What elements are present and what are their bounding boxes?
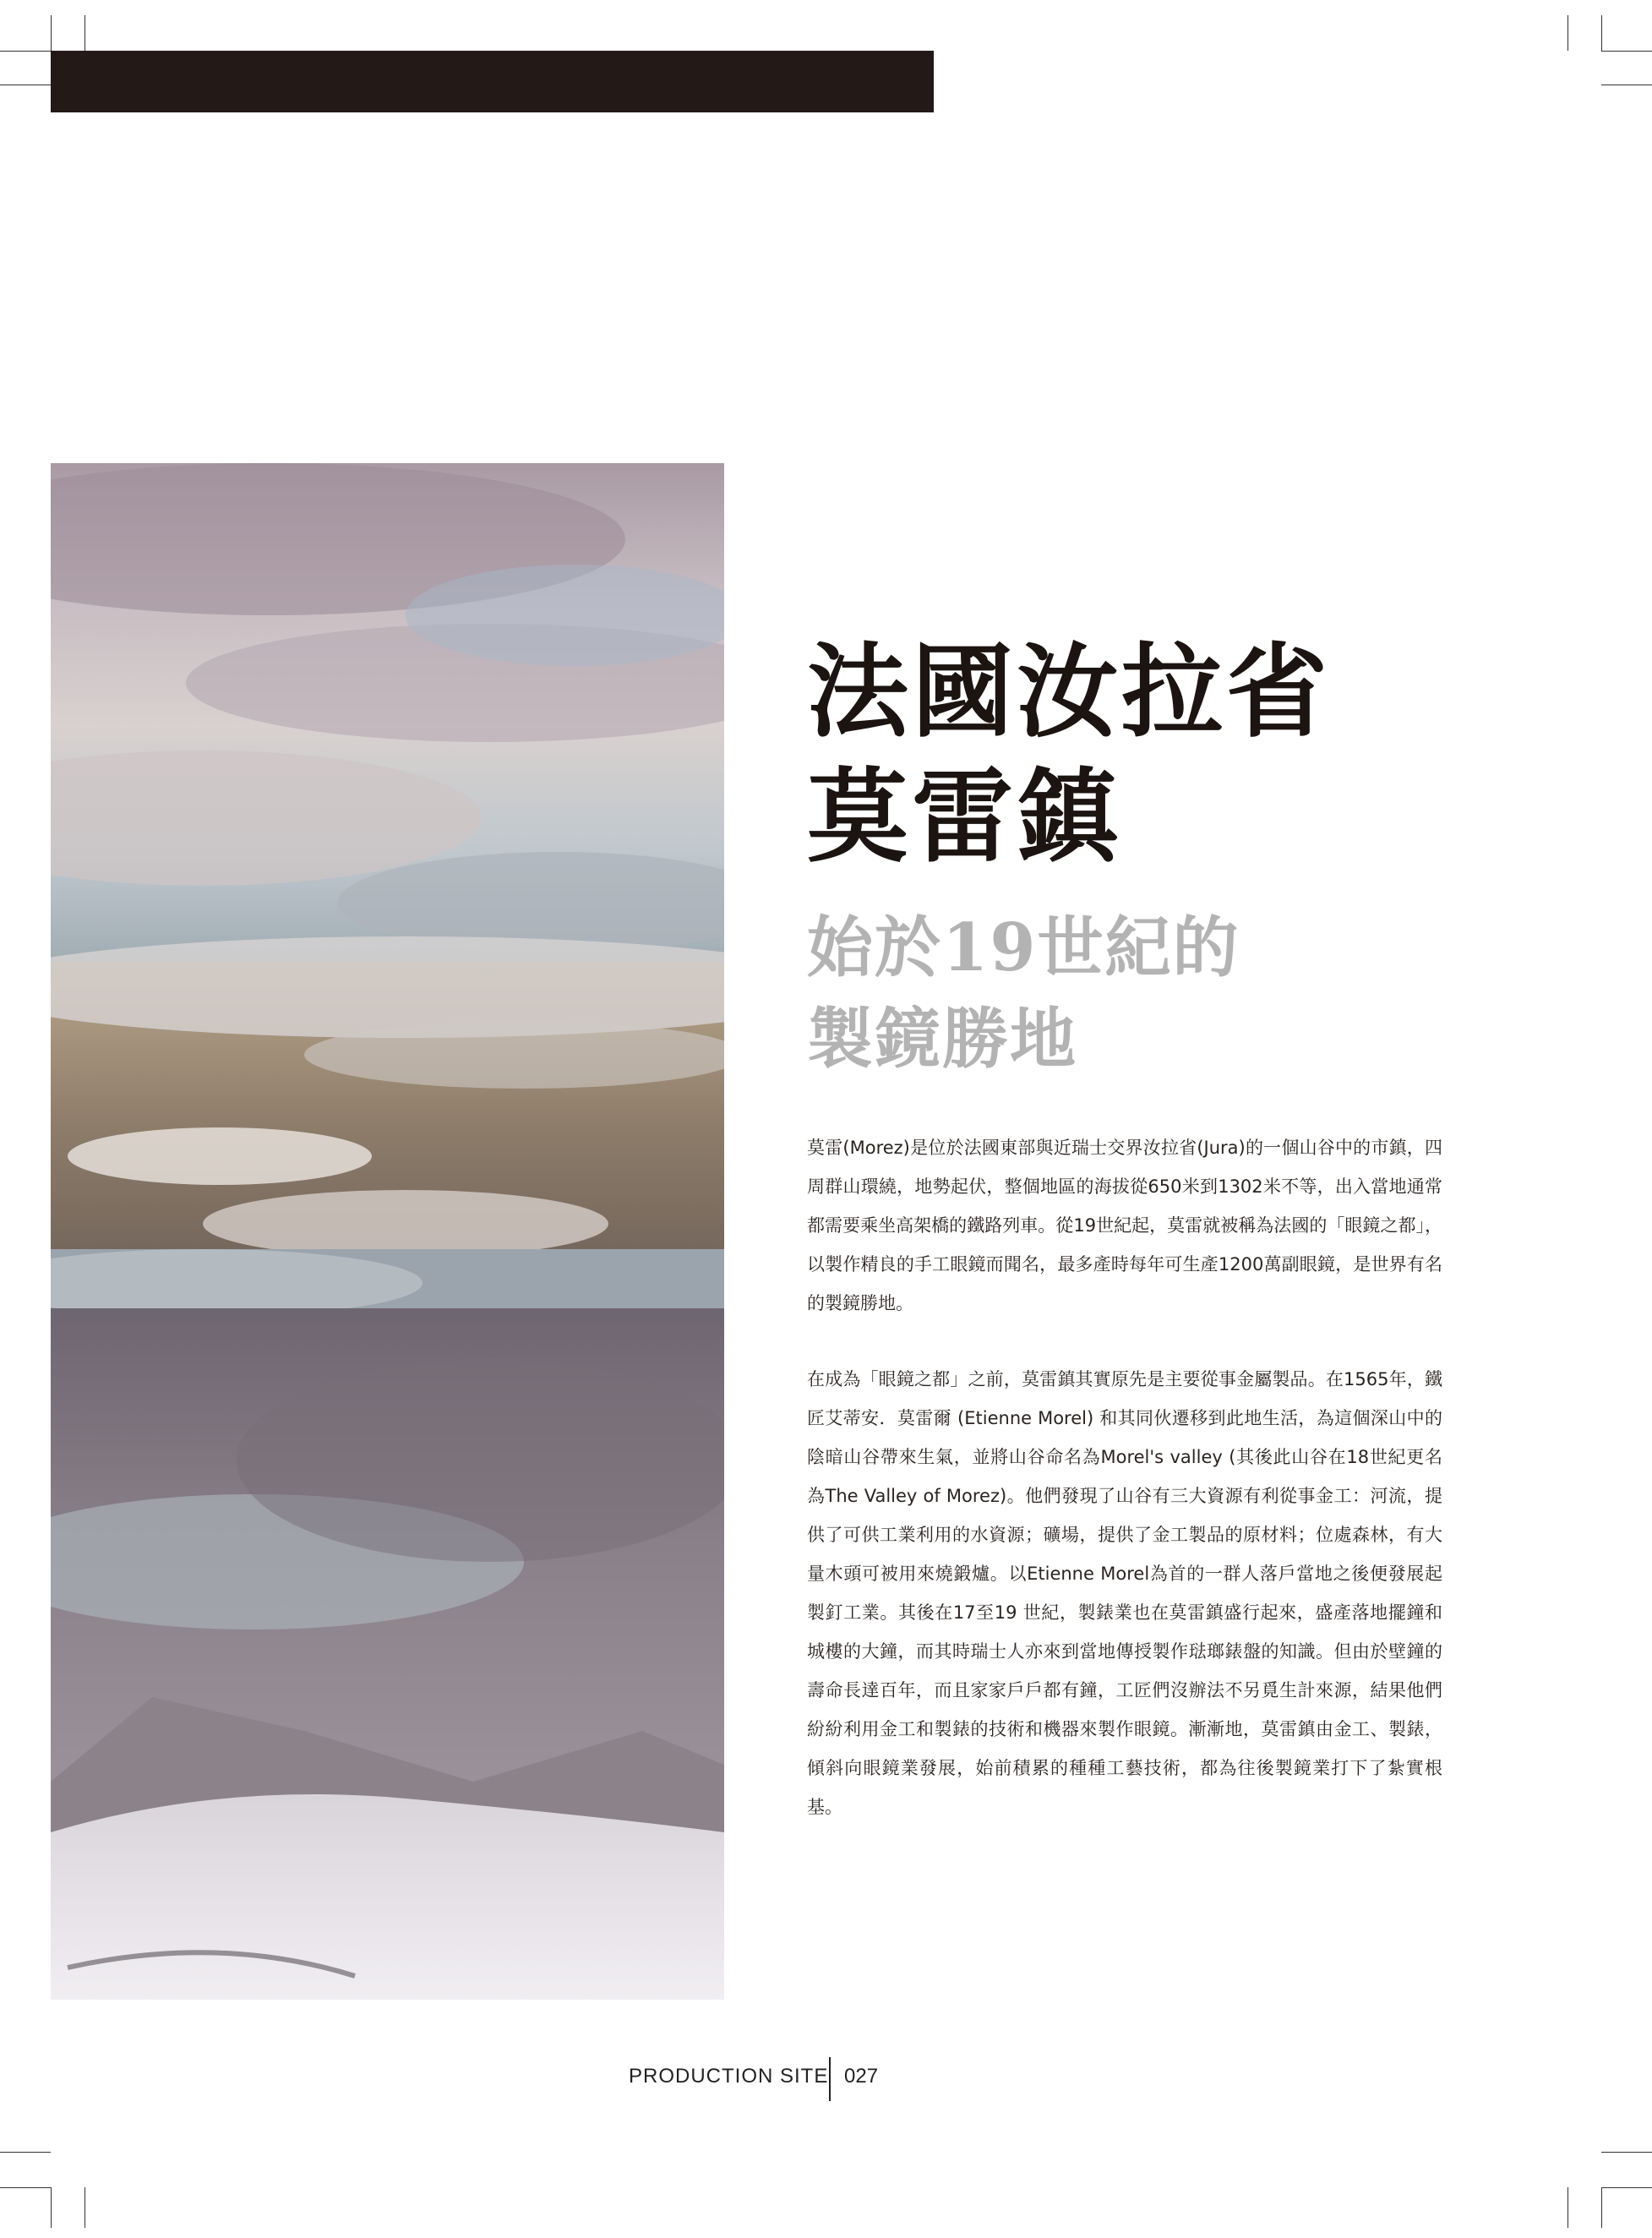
crop-mark	[1601, 2152, 1652, 2153]
crop-mark	[1567, 15, 1568, 51]
title-line: 莫雷鎮	[807, 757, 1121, 876]
crop-mark	[0, 51, 51, 52]
article-subtitle	[807, 903, 1534, 1085]
crop-mark	[1601, 51, 1652, 52]
crop-mark	[51, 2187, 52, 2228]
body-paragraph: 莫雷(Morez)是位於法國東部與近瑞士交界汝拉省(Jura)的一個山谷中的市鎮，四周群山環繞，地勢起伏，整個地區的海拔從650米到1302米不等，出入當地通常都需要乘坐高架橋的鐵路列車。從19世紀起，莫雷就被稱為法國的「眼鏡之都」，以製作精良的手工眼鏡而聞名，最多產時每年可生產1200萬副眼鏡，是世界有名的製鏡勝地。	[807, 1138, 1442, 1313]
page-number: 027	[844, 2065, 879, 2088]
footer-divider	[829, 2057, 831, 2101]
subtitle-line: 始於19世紀的	[807, 909, 1240, 986]
crop-mark	[0, 2187, 51, 2188]
crop-mark	[1601, 2187, 1602, 2228]
landscape-photo	[51, 463, 724, 2000]
body-paragraph: 在成為「眼鏡之都」之前，莫雷鎮其實原先是主要從事金屬製品。在1565年，鐵匠艾蒂安．莫雷爾 (Etienne Morel) 和其同伙遷移到此地生活，為這個深山中的陰暗山谷帶來生氣，並將山谷命名為Morel's valley (其後此山谷在18世紀更名為The Valley of Morez)。他們發現了山谷有三大資源有利從事金工：河流，提供了可供工業利用的水資源；礦場，提供了金工製品的原材料；位處森林，有大量木頭可被用來燒鍛爐。以Etienne Morel為首的一群人落戶當地之後便發展起製釘工業。其後在17至19 世紀，製錶業也在莫雷鎮盛行起來，盛產落地擺鐘和城樓的大鐘，而其時瑞士人亦來到當地傳授製作琺瑯錶盤的知識。但由於壁鐘的壽命長達百年，而且家家戶戶都有鐘，工匠們沒辦法不另覓生計來源，結果他們紛紛利用金工和製錶的技術和機器來製作眼鏡。漸漸地，莫雷鎮由金工、製錶，傾斜向眼鏡業發展，始前積累的種種工藝技術，都為往後製鏡業打下了紮實根基。	[807, 1369, 1442, 1817]
footer-section-label: PRODUCTION SITE	[629, 2065, 829, 2088]
article-body	[807, 1128, 1442, 1864]
crop-mark	[51, 15, 52, 51]
header-bar	[51, 51, 934, 112]
crop-mark	[1601, 2187, 1652, 2188]
title-line: 法國汝拉省	[807, 632, 1331, 751]
crop-mark	[1601, 15, 1602, 51]
crop-mark	[0, 2152, 51, 2153]
article-title	[807, 630, 1534, 880]
subtitle-line: 製鏡勝地	[807, 1001, 1078, 1078]
crop-mark	[1567, 2187, 1568, 2228]
